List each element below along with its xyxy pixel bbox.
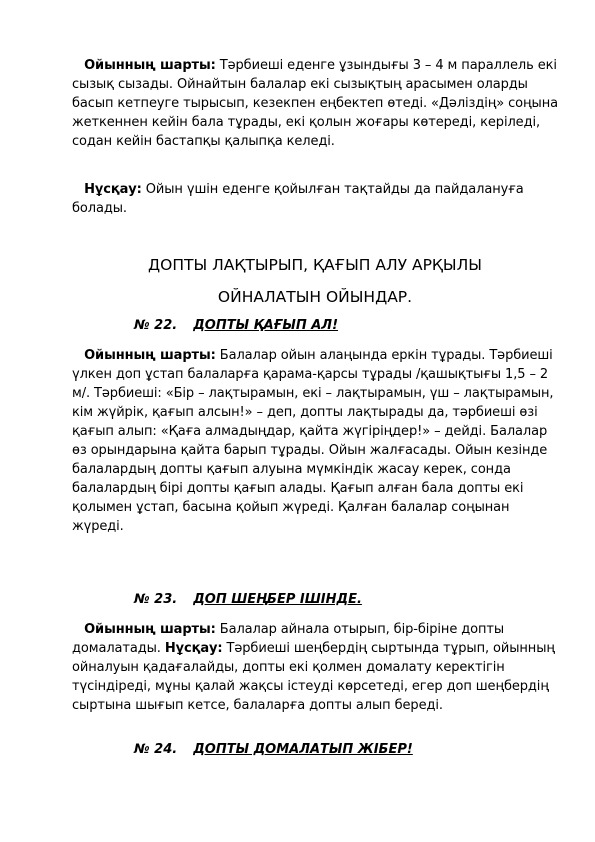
note-text: Тәрбиеші шеңбердің сыртында тұрып, ойынның ойналуын қадағалайды, допты екі қолмен домалату керектігін түсіндіреді, мұны қалай жақсы істеуді көрсетеді, егер доп шеңбердің сыртына шығып кетсе, балаларға допты алып береді.: [72, 641, 555, 713]
game-number: № 23.: [134, 592, 178, 607]
intro-rules-paragraph: [72, 56, 558, 151]
section-heading-line1: ДОПТЫ ЛАҚТЫРЫП, ҚАҒЫП АЛУ АРҚЫЛЫ: [148, 256, 482, 274]
game-name: ДОПТЫ ДОМАЛАТЫП ЖІБЕР!: [193, 742, 413, 757]
rules-label: Ойынның шарты:: [84, 622, 216, 637]
rules-label: Ойынның шарты:: [84, 58, 216, 73]
intro-note-paragraph: [72, 180, 558, 218]
game-number: № 24.: [134, 742, 178, 757]
game-23-rules-paragraph: [72, 620, 558, 715]
game-number: № 22.: [134, 318, 178, 333]
rules-label: Ойынның шарты:: [84, 348, 216, 363]
rules-text: Балалар ойын алаңында еркін тұрады. Тәрбиеші үлкен доп ұстап балаларға қарама-қарсы тұрады /қашықтығы 1,5 – 2 м/. Тәрбиеші: «Бір – лақтырамын, екі – лақтырамын, үш – лақтырамын, кім жүйрік, қағып алсын!» – деп, допты лақтырады да, тәрбиеші өзі қағып алып: «Қаға алмадыңдар, қайта жүгіріңдер!» – дейді. Балалар өз орындарына қайта барып тұрады. Ойын жалғасады. Ойын кезінде балалардың допты қағып алуына мүмкіндік жасау керек, сонда балалардың бірі допты қағып алады. Қағып алған бала допты екі қолымен ұстап, басына қойып жүреді. Қалған балалар соңынан жүреді.: [72, 348, 554, 534]
section-heading-line2: ОЙНАЛАТЫН ОЙЫНДАР.: [217, 288, 413, 306]
note-text: Ойын үшін еденге қойылған тақтайды да пайдалануға болады.: [72, 182, 524, 216]
rules-text: Балалар айнала отырып, бір-біріне допты домалатады.: [72, 622, 505, 656]
game-name: ДОП ШЕҢБЕР ІШІНДЕ.: [193, 592, 362, 607]
game-name: ДОПТЫ ҚАҒЫП АЛ!: [193, 318, 339, 333]
game-24-title: [134, 742, 413, 757]
note-label: Нұсқау:: [84, 182, 142, 197]
game-22-rules-paragraph: [72, 346, 558, 536]
game-22-title: [134, 318, 338, 333]
game-23-title: [134, 592, 362, 607]
note-label: Нұсқау:: [164, 641, 223, 656]
rules-text: Тәрбиеші еденге ұзындығы 3 – 4 м параллель екі сызық сызады. Ойнайтын балалар екі сызықтың арасымен оларды басып кетпеуге тырысып, кезекпен еңбектеп өтеді. «Дәліздің» соңына жеткеннен кейін бала тұрады, екі қолын жоғары көтереді, керіледі, содан кейін бастапқы қалыпқа келеді.: [72, 58, 558, 149]
